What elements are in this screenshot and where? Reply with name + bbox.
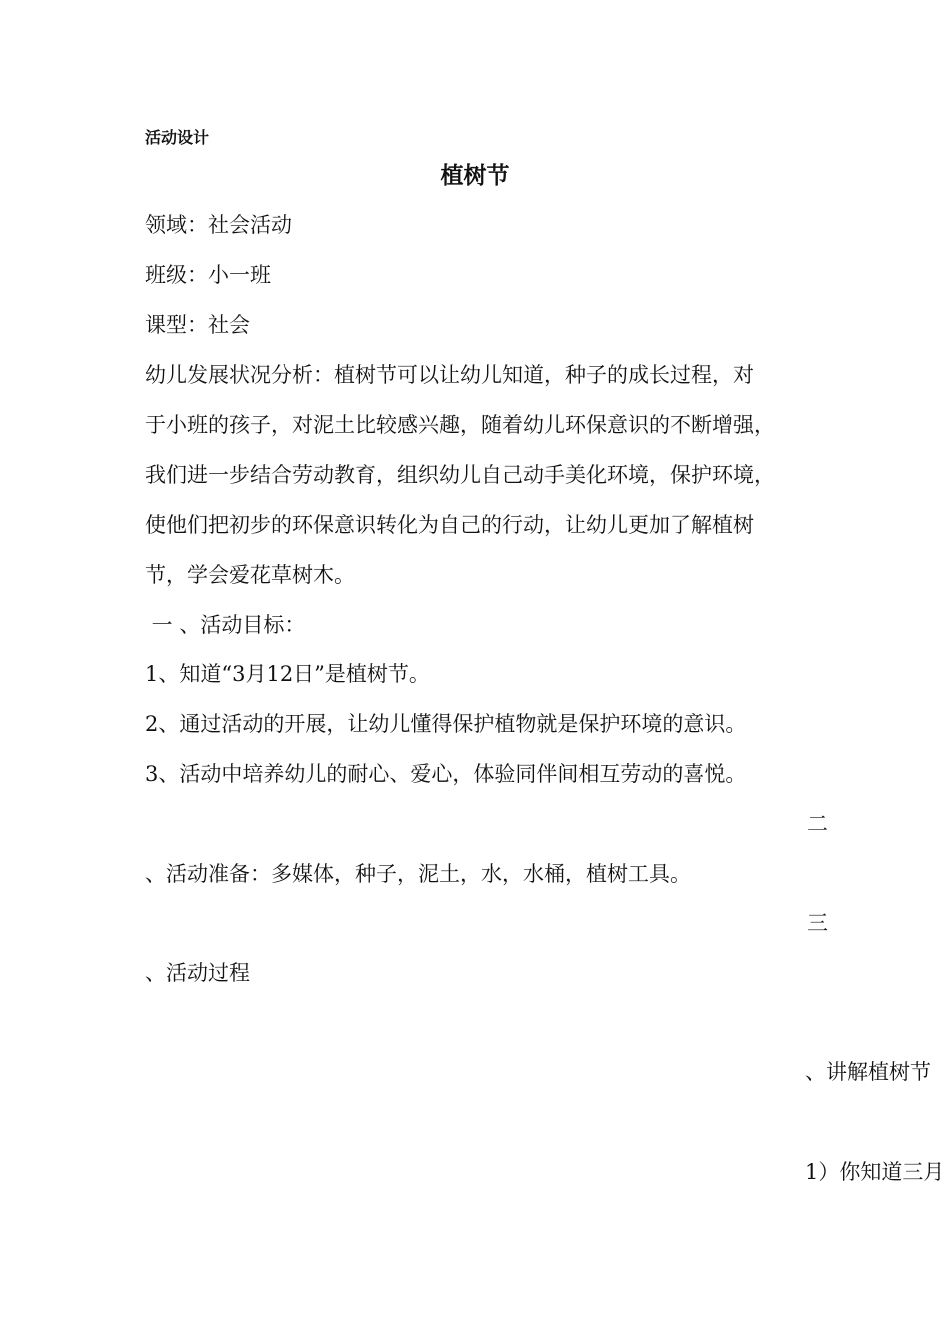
process-text: 、活动过程 xyxy=(145,961,250,985)
meta-type: 课型：社会 xyxy=(145,313,250,337)
preparation-numeral: 二 xyxy=(807,812,828,836)
process-numeral: 三 xyxy=(807,911,828,935)
goal-item: 2、通过活动的开展，让幼儿懂得保护植物就是保护环境的意识。 xyxy=(145,712,747,736)
document-title: 植树节 xyxy=(440,163,510,189)
process-question: 1）你知道三月 xyxy=(805,1160,945,1184)
goal-item: 3、活动中培养幼儿的耐心、爱心，体验同伴间相互劳动的喜悦。 xyxy=(145,762,747,786)
analysis-line: 我们进一步结合劳动教育，组织幼儿自己动手美化环境，保护环境， xyxy=(145,463,775,487)
goal-item: 1、知道“3月12日”是植树节。 xyxy=(145,662,430,686)
analysis-line: 节，学会爱花草树木。 xyxy=(145,563,355,587)
analysis-line: 幼儿发展状况分析：植树节可以让幼儿知道，种子的成长过程，对 xyxy=(145,363,754,387)
preparation-text: 、活动准备：多媒体，种子，泥土，水，水桶，植树工具。 xyxy=(145,862,691,886)
goals-heading: 一 、活动目标： xyxy=(145,613,306,637)
document-header-label: 活动设计 xyxy=(145,128,210,147)
analysis-line: 使他们把初步的环保意识转化为自己的行动，让幼儿更加了解植树 xyxy=(145,513,754,537)
meta-domain: 领域：社会活动 xyxy=(145,213,292,237)
process-step: 、讲解植树节 xyxy=(805,1060,931,1084)
meta-class: 班级：小一班 xyxy=(145,263,271,287)
analysis-line: 于小班的孩子，对泥土比较感兴趣，随着幼儿环保意识的不断增强， xyxy=(145,413,775,437)
